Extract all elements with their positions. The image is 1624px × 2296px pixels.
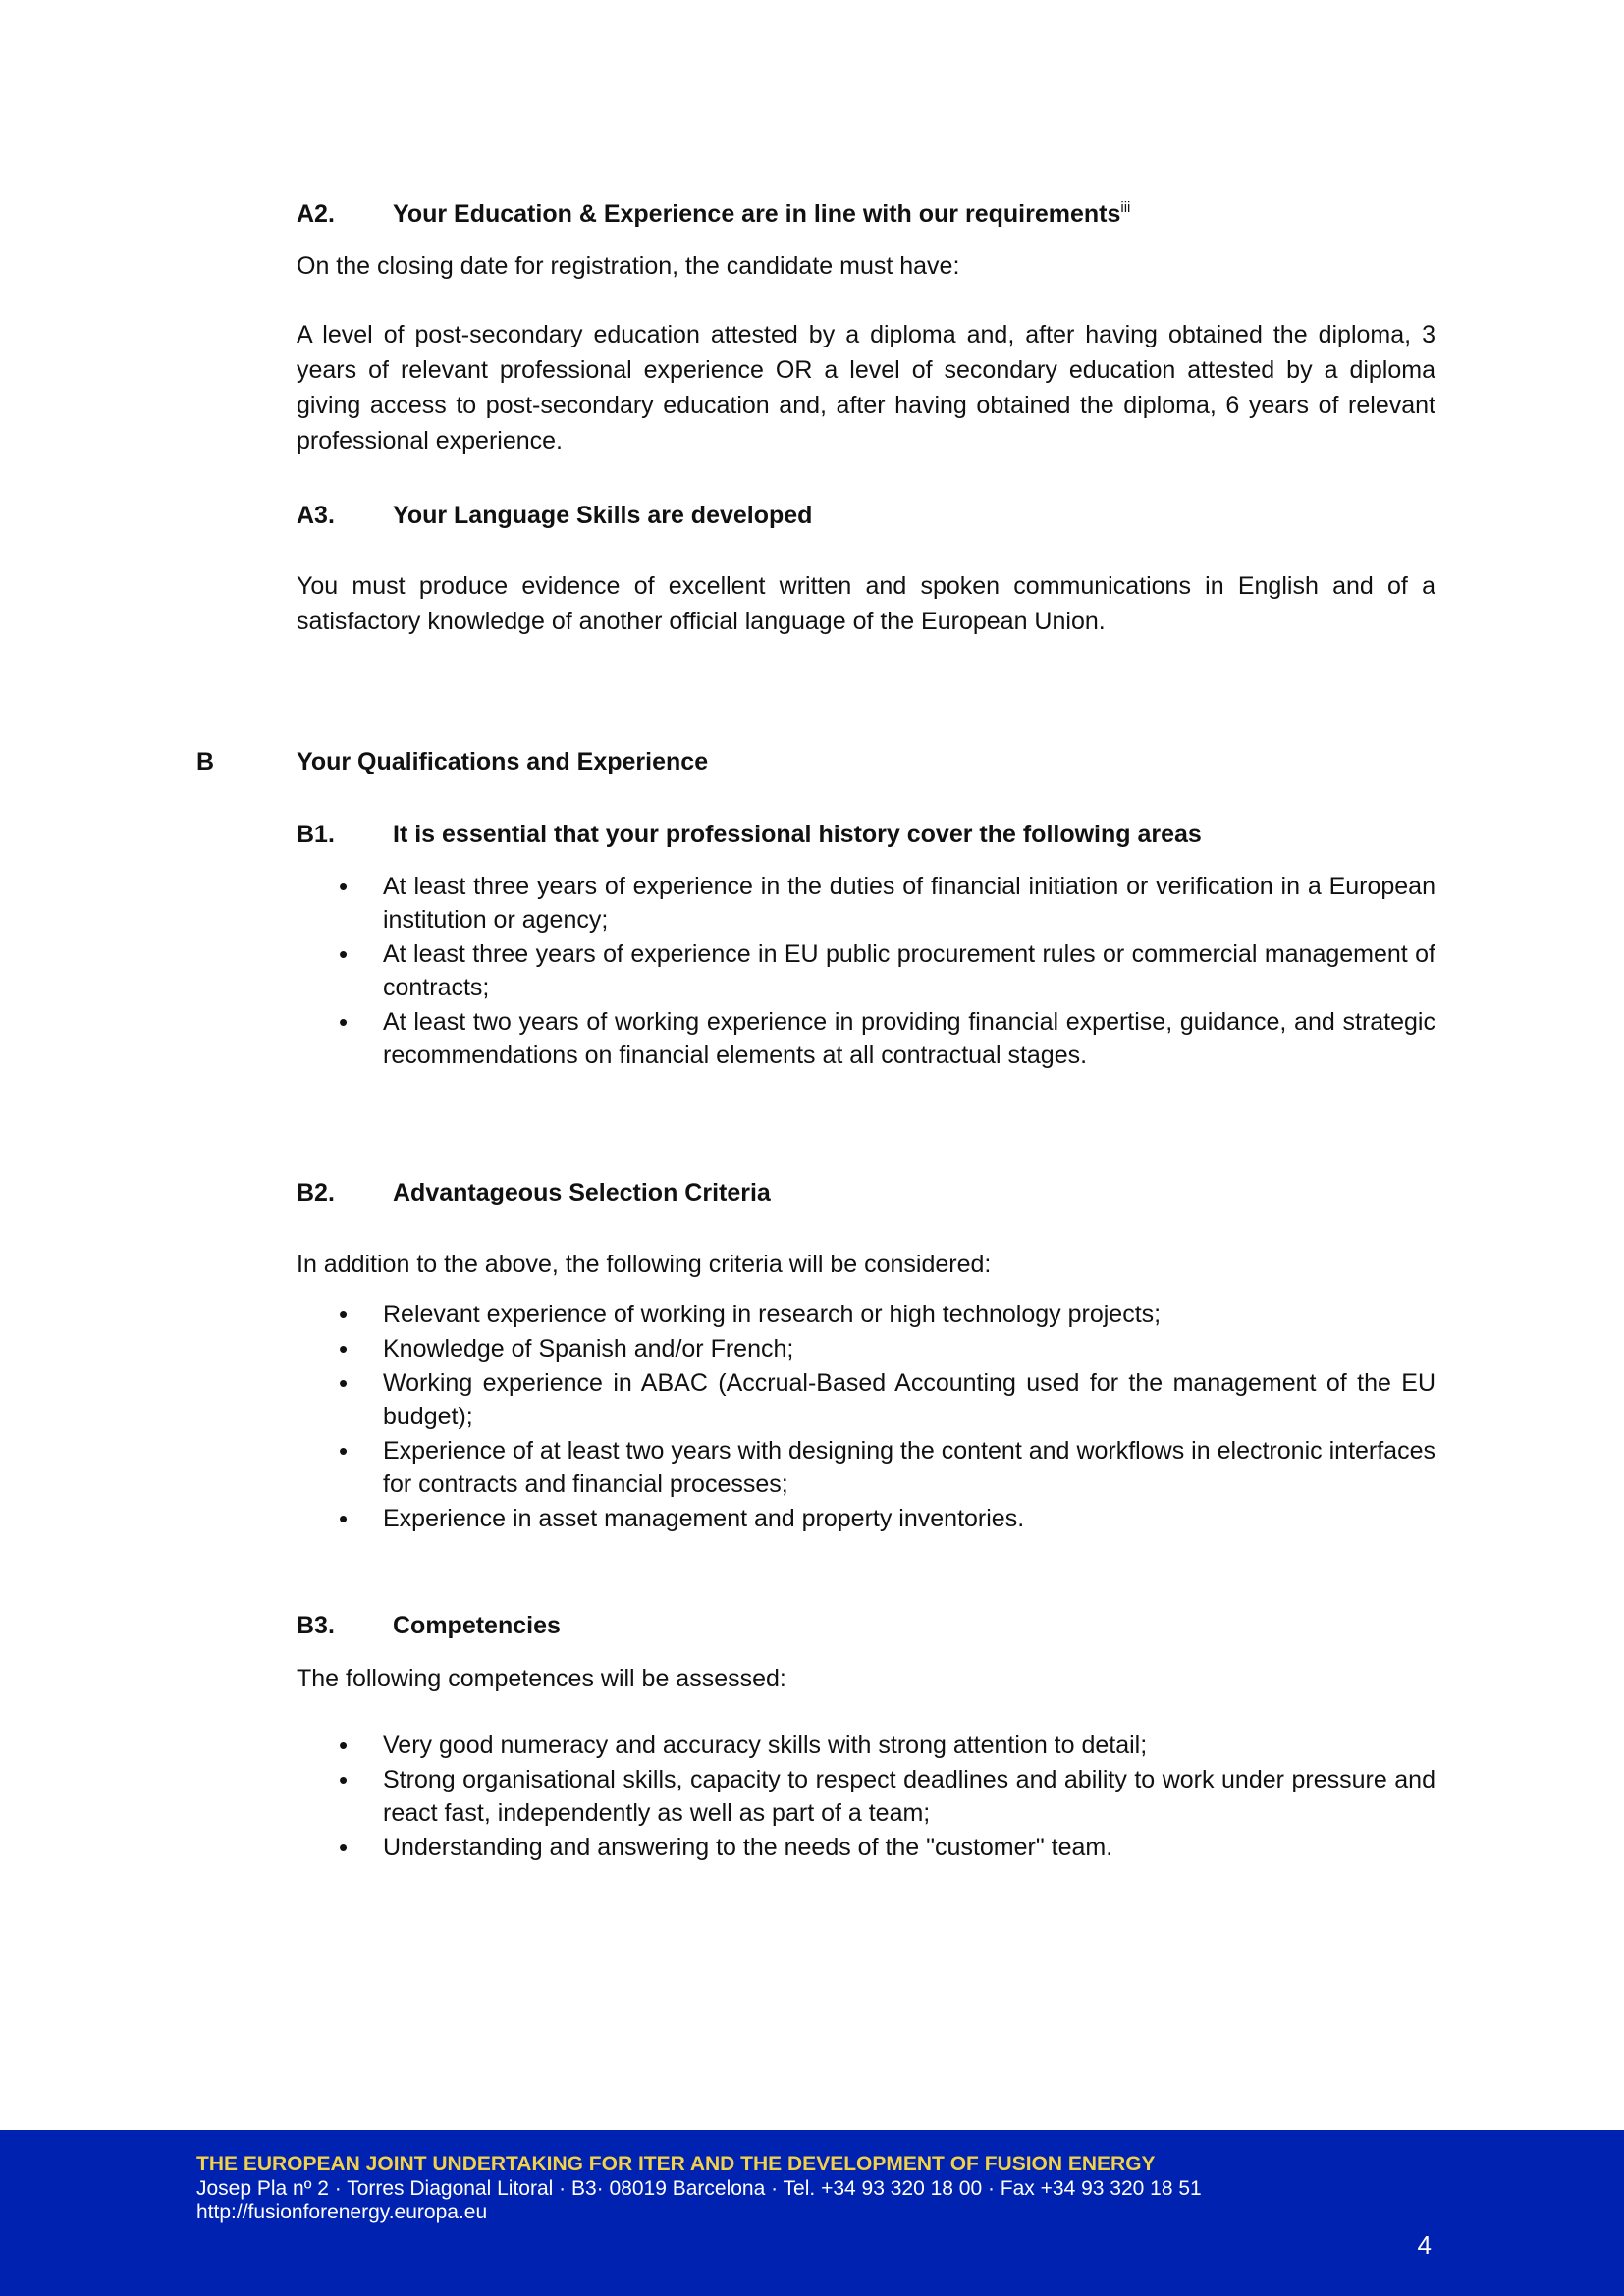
page-footer xyxy=(0,2130,1624,2296)
bullet-icon: • xyxy=(339,1731,349,1760)
a2-intro: On the closing date for registration, the candidate must have: xyxy=(297,252,960,280)
section-title: Competencies xyxy=(393,1612,561,1639)
bullet-icon: • xyxy=(339,1504,349,1533)
b2-advantageous-list xyxy=(339,1298,1435,1536)
list-item: • Knowledge of Spanish and/or French; xyxy=(339,1334,794,1363)
bullet-icon: • xyxy=(339,872,349,901)
bullet-icon: • xyxy=(339,1007,349,1037)
bullet-icon: • xyxy=(339,1368,349,1398)
section-a3-heading xyxy=(297,500,1435,531)
footer-address: Josep Pla nº 2 · Torres Diagonal Litoral · B3· 08019 Barcelona · Tel. +34 93 320 18 00 · Fax +34 93 320 18 51 xyxy=(196,2177,1202,2200)
section-title: Your Language Skills are developed xyxy=(393,502,813,529)
footer-website-link[interactable]: http://fusionforenergy.europa.eu xyxy=(196,2201,488,2223)
b3-intro: The following competences will be assessed: xyxy=(297,1665,786,1692)
b2-intro: In addition to the above, the following criteria will be considered: xyxy=(297,1251,992,1278)
section-number: B2. xyxy=(297,1179,335,1206)
list-item: • Working experience in ABAC (Accrual-Based Accounting used for the management of the EU budget); xyxy=(339,1368,1435,1430)
bullet-icon: • xyxy=(339,1833,349,1862)
section-title: Your Qualifications and Experience xyxy=(297,748,709,775)
section-number: B xyxy=(196,748,215,775)
section-title: It is essential that your professional history cover the following areas xyxy=(393,821,1202,848)
list-item: • At least three years of experience in EU public procurement rules or commercial management of contracts; xyxy=(339,939,1435,1001)
bullet-icon: • xyxy=(339,939,349,969)
section-number: B1. xyxy=(297,821,335,848)
page-number: 4 xyxy=(1417,2230,1432,2260)
b3-competencies-list xyxy=(339,1729,1435,1865)
list-item: • Experience in asset management and property inventories. xyxy=(339,1504,1025,1533)
footer-organisation: THE EUROPEAN JOINT UNDERTAKING FOR ITER AND THE DEVELOPMENT OF FUSION ENERGY xyxy=(196,2153,1156,2175)
list-item: • At least two years of working experience in providing financial expertise, guidance, and strategic recommendations on financial elements at all contractual stages. xyxy=(339,1007,1435,1069)
section-number: B3. xyxy=(297,1612,335,1639)
section-title: Your Education & Experience are in line with our requirements$^{iii}$ xyxy=(393,199,1131,228)
bullet-icon: • xyxy=(339,1300,349,1329)
bullet-icon: • xyxy=(339,1334,349,1363)
section-b1-heading xyxy=(297,819,1435,850)
a2-requirements-text: A level of post-secondary education attested by a diploma and, after having obtained the diploma, 3 years of relevant professional experience OR a level of secondary education attested by a diploma giving access to post-secondary education and, after having obtained the diploma, 6 years of relevant professional experience. xyxy=(297,321,1435,454)
bullet-icon: • xyxy=(339,1436,349,1466)
section-b-heading xyxy=(196,746,1435,777)
list-item: • Very good numeracy and accuracy skills with strong attention to detail; xyxy=(339,1731,1148,1760)
section-a2-heading xyxy=(297,198,1435,230)
section-b3-heading xyxy=(297,1610,1435,1641)
list-item: • Understanding and answering to the needs of the "customer" team. xyxy=(339,1833,1113,1862)
bullet-icon: • xyxy=(339,1765,349,1794)
section-number: A3. xyxy=(297,502,335,529)
section-b2-heading xyxy=(297,1177,1435,1208)
b1-essential-list xyxy=(339,870,1435,1073)
section-number: A2. xyxy=(297,200,335,228)
list-item: • Experience of at least two years with designing the content and workflows in electronic interfaces for contracts and financial processes; xyxy=(339,1436,1435,1498)
list-item: • Relevant experience of working in research or high technology projects; xyxy=(339,1300,1162,1329)
section-title: Advantageous Selection Criteria xyxy=(393,1179,771,1206)
a3-language-text: You must produce evidence of excellent written and spoken communications in English and of a satisfactory knowledge of another official language of the European Union. xyxy=(297,572,1435,635)
endnote-reference: iii xyxy=(1120,199,1131,216)
list-item: • At least three years of experience in the duties of financial initiation or verification in a European institution or agency; xyxy=(339,872,1435,934)
list-item: • Strong organisational skills, capacity to respect deadlines and ability to work under pressure and react fast, independently as well as part of a team; xyxy=(339,1765,1435,1827)
